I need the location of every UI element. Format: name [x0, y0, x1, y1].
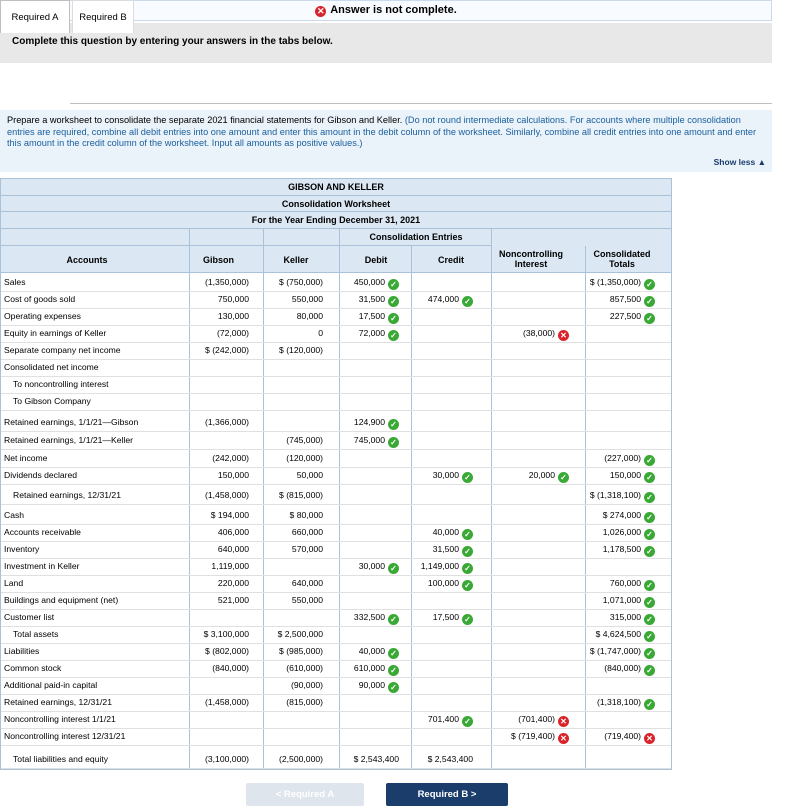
row-divider — [1, 359, 671, 360]
cell-keller — [263, 311, 323, 321]
cell-gibson — [189, 663, 249, 673]
cell-value: 521,000 — [217, 595, 249, 605]
correct-check-icon: ✓ — [388, 682, 399, 693]
status-text: Answer is not complete. — [330, 4, 457, 16]
row-divider — [1, 660, 671, 661]
cell-value: $ (719,400) — [511, 731, 555, 741]
correct-check-icon: ✓ — [558, 472, 569, 483]
cell-debit[interactable] — [339, 561, 399, 574]
account-label: Separate company net income — [4, 345, 121, 355]
cell-gibson — [189, 754, 249, 764]
cell-value: 40,000 — [358, 646, 385, 656]
worksheet-title: GIBSON AND KELLER — [1, 179, 671, 196]
cell-value: (2,500,000) — [279, 754, 323, 764]
cell-value: 0 — [318, 328, 323, 338]
cell-value: 450,000 — [353, 277, 385, 287]
cell-keller — [263, 680, 323, 690]
cell-consol[interactable] — [585, 311, 655, 324]
account-label: Retained earnings, 1/1/21—Keller — [4, 435, 133, 445]
incorrect-x-icon: ✕ — [558, 716, 569, 727]
account-label: Retained earnings, 12/31/21 — [4, 697, 112, 707]
cell-value: $ 2,500,000 — [277, 629, 323, 639]
cell-consol[interactable] — [585, 731, 655, 744]
cell-gibson — [189, 646, 249, 656]
cell-credit[interactable] — [411, 294, 473, 307]
row-divider — [1, 643, 671, 644]
cell-value: 760,000 — [609, 578, 641, 588]
col-nci: Noncontrolling Interest — [499, 249, 563, 269]
row-divider — [1, 711, 671, 712]
cell-debit[interactable] — [339, 328, 399, 341]
cell-value: $ (120,000) — [279, 345, 323, 355]
account-label: Liabilities — [4, 646, 40, 656]
correct-check-icon: ✓ — [462, 296, 473, 307]
correct-check-icon: ✓ — [462, 563, 473, 574]
cell-keller — [263, 697, 323, 707]
cell-keller — [263, 277, 323, 287]
cell-value: $ (1,747,000) — [589, 646, 641, 656]
correct-check-icon: ✓ — [644, 472, 655, 483]
cell-value: $ 80,000 — [289, 510, 323, 520]
cell-value: 406,000 — [217, 527, 249, 537]
cell-value: 72,000 — [358, 328, 385, 338]
account-label: Additional paid-in capital — [4, 680, 98, 690]
cell-nci[interactable] — [491, 731, 569, 744]
cell-credit[interactable] — [411, 612, 473, 625]
prompt-lead: Prepare a worksheet to consolidate the separate 2021 financial statements for Gibson and Keller. — [7, 115, 403, 125]
row-divider — [1, 694, 671, 695]
cell-debit[interactable] — [339, 294, 399, 307]
correct-check-icon: ✓ — [644, 597, 655, 608]
cell-value: 50,000 — [296, 470, 323, 480]
cell-value: (120,000) — [286, 453, 323, 463]
cell-value: $ 194,000 — [210, 510, 249, 520]
tab-divider — [70, 103, 772, 104]
account-label: Dividends declared — [4, 470, 78, 480]
correct-check-icon: ✓ — [644, 529, 655, 540]
cell-value: 750,000 — [217, 294, 249, 304]
cell-value: 660,000 — [291, 527, 323, 537]
cell-credit[interactable] — [411, 561, 473, 574]
account-label: Retained earnings, 1/1/21—Gibson — [4, 417, 139, 427]
cell-value: $ 3,100,000 — [203, 629, 249, 639]
cell-debit[interactable] — [339, 663, 399, 676]
cell-value: (38,000) — [522, 328, 555, 338]
correct-check-icon: ✓ — [644, 455, 655, 466]
cell-gibson — [189, 470, 249, 480]
correct-check-icon: ✓ — [644, 614, 655, 625]
cell-gibson — [189, 345, 249, 355]
cell-gibson — [189, 544, 249, 554]
cell-value: $ (1,318,100) — [589, 490, 641, 500]
cell-debit[interactable] — [339, 417, 399, 430]
cell-value: 20,000 — [528, 470, 555, 480]
cell-consol[interactable] — [585, 490, 655, 503]
cell-value: 857,500 — [609, 294, 641, 304]
cell-value: 640,000 — [217, 544, 249, 554]
correct-check-icon: ✓ — [388, 419, 399, 430]
cell-keller — [263, 435, 323, 445]
incorrect-x-icon: ✕ — [644, 733, 655, 744]
cell-debit[interactable] — [339, 754, 399, 764]
cell-gibson — [189, 417, 249, 427]
cell-value: (840,000) — [212, 663, 249, 673]
correct-check-icon: ✓ — [388, 313, 399, 324]
cell-value: (610,000) — [286, 663, 323, 673]
col-debit: Debit — [364, 255, 388, 265]
cell-keller — [263, 345, 323, 355]
cell-gibson — [189, 527, 249, 537]
incorrect-x-icon: ✕ — [558, 733, 569, 744]
worksheet-period: For the Year Ending December 31, 2021 — [1, 212, 671, 229]
cell-value: 701,400 — [427, 714, 459, 724]
cell-value: 90,000 — [358, 680, 385, 690]
cell-keller — [263, 470, 323, 480]
cell-value: 30,000 — [432, 470, 459, 480]
cell-keller — [263, 646, 323, 656]
col-accounts: Accounts — [66, 255, 108, 265]
row-divider — [1, 575, 671, 576]
cell-value: $ 274,000 — [602, 510, 641, 520]
cell-keller — [263, 544, 323, 554]
cell-value: (227,000) — [604, 453, 641, 463]
account-label: Noncontrolling interest 12/31/21 — [4, 731, 126, 741]
cell-consol[interactable] — [585, 629, 655, 642]
cell-value: (745,000) — [286, 435, 323, 445]
correct-check-icon: ✓ — [388, 648, 399, 659]
cell-value: $ 2,543,400 — [353, 754, 399, 764]
account-label: Noncontrolling interest 1/1/21 — [4, 714, 116, 724]
account-label: Operating expenses — [4, 311, 81, 321]
cell-gibson — [189, 510, 249, 520]
account-label: Inventory — [4, 544, 40, 554]
cell-value: 550,000 — [291, 595, 323, 605]
cell-value: $ (750,000) — [279, 277, 323, 287]
cell-debit[interactable] — [339, 612, 399, 625]
correct-check-icon: ✓ — [644, 580, 655, 591]
next-required-b-button[interactable]: Required B > — [386, 783, 508, 806]
cell-credit[interactable] — [411, 544, 473, 557]
correct-check-icon: ✓ — [388, 437, 399, 448]
account-label: Net income — [4, 453, 48, 463]
cell-value: (1,366,000) — [205, 417, 249, 427]
cell-gibson — [189, 697, 249, 707]
cell-consol[interactable] — [585, 697, 655, 710]
col-consolidated: Consolidated Totals — [593, 249, 651, 269]
cell-keller — [263, 663, 323, 673]
cell-consol[interactable] — [585, 294, 655, 307]
account-label: Cash — [4, 510, 25, 520]
cell-keller — [263, 527, 323, 537]
correct-check-icon: ✓ — [644, 648, 655, 659]
account-label: Cost of goods sold — [4, 294, 76, 304]
cell-value: $ 4,624,500 — [595, 629, 641, 639]
cell-gibson — [189, 328, 249, 338]
cell-consol[interactable] — [585, 612, 655, 625]
cell-value: 474,000 — [427, 294, 459, 304]
consolidation-entries-header: Consolidation Entries — [341, 229, 491, 246]
cell-debit[interactable] — [339, 311, 399, 324]
show-less-link[interactable]: Show less ▲ — [713, 156, 766, 167]
cell-consol[interactable] — [585, 510, 655, 523]
correct-check-icon: ✓ — [644, 313, 655, 324]
row-divider — [1, 291, 671, 292]
cell-value: 17,500 — [432, 612, 459, 622]
cell-credit[interactable] — [411, 578, 473, 591]
cell-value: 100,000 — [427, 578, 459, 588]
cell-value: (72,000) — [216, 328, 249, 338]
cell-keller — [263, 754, 323, 764]
correct-check-icon: ✓ — [644, 665, 655, 676]
col-gibson: Gibson — [203, 255, 234, 265]
correct-check-icon: ✓ — [388, 330, 399, 341]
cell-consol[interactable] — [585, 527, 655, 540]
cell-gibson — [189, 311, 249, 321]
correct-check-icon: ✓ — [462, 614, 473, 625]
account-label: Land — [4, 578, 24, 588]
cell-consol[interactable] — [585, 595, 655, 608]
account-label: Equity in earnings of Keller — [4, 328, 107, 338]
cell-gibson — [189, 453, 249, 463]
correct-check-icon: ✓ — [462, 472, 473, 483]
row-divider — [1, 410, 671, 411]
instruction-text: Complete this question by entering your answers in the tabs below. — [12, 36, 333, 47]
cell-keller — [263, 490, 323, 500]
cell-value: 150,000 — [609, 470, 641, 480]
cell-value: 332,500 — [353, 612, 385, 622]
row-divider — [1, 745, 671, 746]
cell-value: 315,000 — [609, 612, 641, 622]
error-icon: ✕ — [316, 6, 325, 16]
cell-keller — [263, 328, 323, 338]
cell-value: (840,000) — [604, 663, 641, 673]
cell-value: 1,178,500 — [602, 544, 641, 554]
tab-required-a[interactable]: Required A — [0, 0, 70, 33]
row-divider — [1, 626, 671, 627]
cell-value: (719,400) — [604, 731, 641, 741]
cell-keller — [263, 510, 323, 520]
cell-value: $ 2,543,400 — [427, 754, 473, 764]
correct-check-icon: ✓ — [644, 279, 655, 290]
cell-value: 745,000 — [353, 435, 385, 445]
cell-value: (1,458,000) — [205, 490, 249, 500]
account-label: Total assets — [13, 629, 59, 639]
incorrect-x-icon: ✕ — [558, 330, 569, 341]
correct-check-icon: ✓ — [644, 631, 655, 642]
cell-value: 1,026,000 — [602, 527, 641, 537]
cell-nci[interactable] — [491, 328, 569, 341]
account-label: To Gibson Company — [13, 396, 91, 406]
cell-value: $ (242,000) — [205, 345, 249, 355]
cell-value: 610,000 — [353, 663, 385, 673]
account-label: Accounts receivable — [4, 527, 81, 537]
cell-debit[interactable] — [339, 680, 399, 693]
prev-required-a-button[interactable]: < Required A — [246, 783, 364, 806]
cell-gibson — [189, 277, 249, 287]
prompt-note: (Do not round intermediate calculations. For accounts where multiple consolidation entries are required, combine all debit entries into one amount and enter this amount in the debit column of the worksheet. Similarly, combine all credit entries into one amount and enter this amount in the credit column of the worksheet. Input all amounts as positive values.) — [7, 115, 757, 148]
col-divider — [491, 229, 492, 769]
cell-value: (1,318,100) — [597, 697, 641, 707]
col-credit: Credit — [437, 255, 464, 265]
cell-consol[interactable] — [585, 453, 655, 466]
row-divider — [1, 609, 671, 610]
cell-value: $ (815,000) — [279, 490, 323, 500]
row-divider — [1, 592, 671, 593]
cell-consol[interactable] — [585, 470, 655, 483]
cell-credit[interactable] — [411, 754, 473, 764]
cell-value: 550,000 — [291, 294, 323, 304]
correct-check-icon: ✓ — [462, 716, 473, 727]
cell-value: 1,071,000 — [602, 595, 641, 605]
correct-check-icon: ✓ — [388, 665, 399, 676]
cell-keller — [263, 595, 323, 605]
row-divider — [1, 342, 671, 343]
cell-value: 570,000 — [291, 544, 323, 554]
cell-value: (701,400) — [518, 714, 555, 724]
prompt-box — [0, 110, 772, 172]
account-label: Retained earnings, 12/31/21 — [13, 490, 121, 500]
row-divider — [1, 484, 671, 485]
correct-check-icon: ✓ — [388, 563, 399, 574]
cell-credit[interactable] — [411, 470, 473, 483]
cell-value: 227,500 — [609, 311, 641, 321]
tab-required-b[interactable]: Required B — [72, 0, 134, 33]
account-label: Common stock — [4, 663, 62, 673]
cell-debit[interactable] — [339, 277, 399, 290]
row-divider — [1, 504, 671, 505]
correct-check-icon: ✓ — [462, 529, 473, 540]
cell-value: $ (985,000) — [279, 646, 323, 656]
cell-consol[interactable] — [585, 646, 655, 659]
correct-check-icon: ✓ — [644, 492, 655, 503]
account-label: Buildings and equipment (net) — [4, 595, 119, 605]
consolidation-worksheet — [0, 178, 672, 770]
correct-check-icon: ✓ — [644, 512, 655, 523]
cell-value: 220,000 — [217, 578, 249, 588]
row-divider — [1, 677, 671, 678]
correct-check-icon: ✓ — [462, 580, 473, 591]
account-label: Total liabilities and equity — [13, 754, 109, 764]
account-label: Consolidated net income — [4, 362, 99, 372]
worksheet-subtitle: Consolidation Worksheet — [1, 196, 671, 212]
cell-value: 124,900 — [353, 417, 385, 427]
row-divider — [1, 467, 671, 468]
cell-gibson — [189, 490, 249, 500]
cell-value: 30,000 — [358, 561, 385, 571]
cell-value: (90,000) — [290, 680, 323, 690]
row-divider — [1, 325, 671, 326]
correct-check-icon: ✓ — [644, 699, 655, 710]
account-label: Sales — [4, 277, 26, 287]
cell-gibson — [189, 595, 249, 605]
cell-debit[interactable] — [339, 435, 399, 448]
cell-credit[interactable] — [411, 714, 473, 727]
cell-value: 130,000 — [217, 311, 249, 321]
cell-value: $ (1,350,000) — [589, 277, 641, 287]
row-divider — [1, 524, 671, 525]
row-divider — [1, 431, 671, 432]
row-divider — [1, 558, 671, 559]
cell-gibson — [189, 578, 249, 588]
cell-consol[interactable] — [585, 277, 655, 290]
cell-keller — [263, 294, 323, 304]
account-label: To noncontrolling interest — [13, 379, 109, 389]
cell-consol[interactable] — [585, 578, 655, 591]
header-spacer-left — [1, 229, 341, 246]
account-label: Customer list — [4, 612, 55, 622]
correct-check-icon: ✓ — [644, 296, 655, 307]
correct-check-icon: ✓ — [388, 614, 399, 625]
cell-value: $ (802,000) — [205, 646, 249, 656]
correct-check-icon: ✓ — [388, 296, 399, 307]
cell-value: (3,100,000) — [205, 754, 249, 764]
cell-credit[interactable] — [411, 527, 473, 540]
cell-value: 31,500 — [432, 544, 459, 554]
row-divider — [1, 541, 671, 542]
cell-debit[interactable] — [339, 646, 399, 659]
header-spacer-right — [491, 229, 671, 246]
cell-gibson — [189, 294, 249, 304]
cell-value: 1,149,000 — [420, 561, 459, 571]
cell-value: (815,000) — [286, 697, 323, 707]
cell-gibson — [189, 629, 249, 639]
correct-check-icon: ✓ — [644, 546, 655, 557]
correct-check-icon: ✓ — [462, 546, 473, 557]
row-divider — [1, 308, 671, 309]
cell-consol[interactable] — [585, 544, 655, 557]
row-divider — [1, 768, 671, 769]
cell-keller — [263, 629, 323, 639]
cell-value: 31,500 — [358, 294, 385, 304]
cell-value: 150,000 — [217, 470, 249, 480]
cell-consol[interactable] — [585, 663, 655, 676]
cell-value: 640,000 — [291, 578, 323, 588]
cell-value: 40,000 — [432, 527, 459, 537]
cell-value: (242,000) — [212, 453, 249, 463]
cell-value: 17,500 — [358, 311, 385, 321]
cell-nci[interactable] — [491, 470, 569, 483]
cell-keller — [263, 453, 323, 463]
col-keller: Keller — [283, 255, 309, 265]
cell-keller — [263, 578, 323, 588]
cell-nci[interactable] — [491, 714, 569, 727]
cell-value: (1,350,000) — [205, 277, 249, 287]
cell-value: 80,000 — [296, 311, 323, 321]
row-divider — [1, 376, 671, 377]
row-divider — [1, 728, 671, 729]
row-divider — [1, 449, 671, 450]
correct-check-icon: ✓ — [388, 279, 399, 290]
cell-value: (1,458,000) — [205, 697, 249, 707]
account-label: Investment in Keller — [4, 561, 80, 571]
cell-gibson — [189, 561, 249, 571]
cell-value: 1,119,000 — [211, 561, 249, 571]
row-divider — [1, 393, 671, 394]
